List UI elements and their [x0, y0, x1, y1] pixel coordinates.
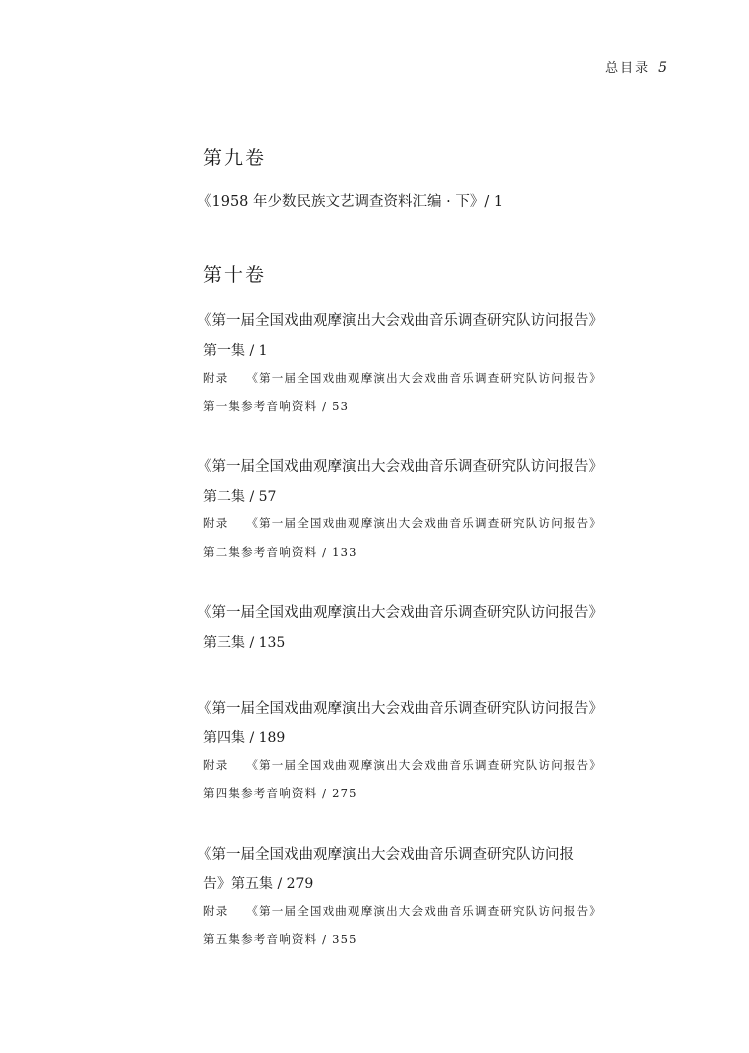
appendix-label: 附录 — [203, 371, 229, 385]
entry-title[interactable]: 《第一届全国戏曲观摩演出大会戏曲音乐调查研究队访问报告》 — [197, 701, 603, 717]
volume-10-heading: 第十卷 — [203, 264, 267, 286]
entry-part[interactable]: 第三集 / 135 — [203, 635, 286, 651]
appendix-label: 附录 — [203, 904, 229, 918]
appendix-part[interactable]: 第五集参考音响资料 / 355 — [203, 932, 358, 946]
entry-title[interactable]: 《第一届全国戏曲观摩演出大会戏曲音乐调查研究队访问报告》 — [197, 605, 603, 621]
appendix-part[interactable]: 第四集参考音响资料 / 275 — [203, 786, 358, 800]
appendix-title: 《第一届全国戏曲观摩演出大会戏曲音乐调查研究队访问报告》 — [246, 516, 603, 530]
entry-part[interactable]: 告》第五集 / 279 — [203, 876, 314, 892]
appendix-part[interactable]: 第二集参考音响资料 / 133 — [203, 545, 358, 559]
running-head-title: 总目录 — [605, 61, 651, 76]
appendix-line[interactable] — [203, 903, 602, 919]
entry-part[interactable]: 第一集 / 1 — [203, 343, 268, 359]
running-head — [605, 57, 669, 76]
entry-title[interactable]: 《第一届全国戏曲观摩演出大会戏曲音乐调查研究队访问报告》 — [197, 313, 603, 329]
appendix-title: 《第一届全国戏曲观摩演出大会戏曲音乐调查研究队访问报告》 — [246, 758, 603, 772]
appendix-title: 《第一届全国戏曲观摩演出大会戏曲音乐调查研究队访问报告》 — [246, 904, 603, 918]
entry-title[interactable]: 《第一届全国戏曲观摩演出大会戏曲音乐调查研究队访问报告》 — [197, 459, 603, 475]
entry-title[interactable]: 《第一届全国戏曲观摩演出大会戏曲音乐调查研究队访问报 — [197, 847, 574, 863]
volume-9-entry[interactable]: 《1958 年少数民族文艺调查资料汇编 · 下》/ 1 — [197, 194, 504, 210]
appendix-part[interactable]: 第一集参考音响资料 / 53 — [203, 399, 350, 413]
appendix-label: 附录 — [203, 758, 229, 772]
page-number: 5 — [658, 60, 669, 76]
appendix-title: 《第一届全国戏曲观摩演出大会戏曲音乐调查研究队访问报告》 — [246, 371, 603, 385]
entry-part[interactable]: 第二集 / 57 — [203, 489, 277, 505]
appendix-line[interactable] — [203, 370, 602, 386]
volume-9-heading: 第九卷 — [203, 147, 267, 169]
appendix-line[interactable] — [203, 757, 602, 773]
appendix-line[interactable] — [203, 515, 602, 531]
appendix-label: 附录 — [203, 516, 229, 530]
entry-part[interactable]: 第四集 / 189 — [203, 730, 286, 746]
